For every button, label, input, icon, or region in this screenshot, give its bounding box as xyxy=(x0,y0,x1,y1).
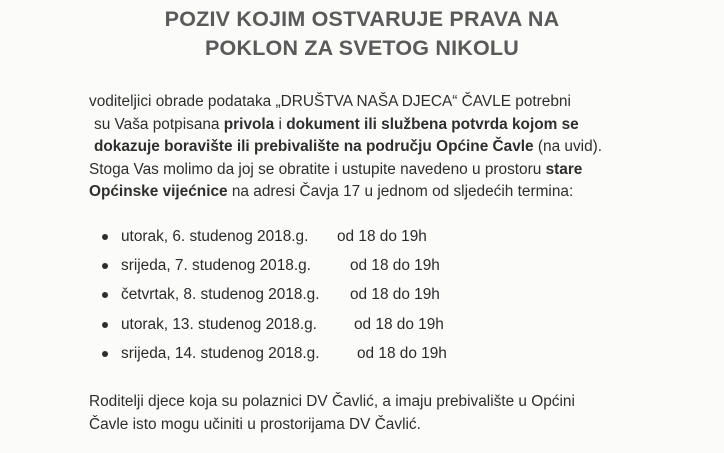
intro-line-1: voditeljici obrade podataka „DRUŠTVA NAŠA DJECA“ ČAVLE potrebni xyxy=(89,93,571,110)
residence-emphasis: dokazuje boravište ili prebivalište na području Općine Čavle xyxy=(94,138,534,155)
outro-line-2: Čavle isto mogu učiniti u prostorijama DV Čavlić. xyxy=(89,415,421,433)
location-emphasis: stare xyxy=(545,160,583,178)
location-emphasis: Općinske vijećnice xyxy=(89,183,228,200)
term-date: srijeda, 7. studenog 2018.g. xyxy=(121,257,311,274)
document-emphasis: dokument ili službena potvrda kojom se xyxy=(286,115,579,133)
intro-text: na adresi Čavja 17 u jednom od sljedećih termina: xyxy=(227,183,574,200)
intro-text: i xyxy=(274,115,287,133)
term-time: od 18 do 19h xyxy=(350,257,440,274)
intro-line-5 xyxy=(89,181,689,204)
term-date: utorak, 13. studenog 2018.g. xyxy=(121,316,317,333)
term-time: od 18 do 19h xyxy=(337,228,427,245)
term-time: od 18 do 19h xyxy=(354,316,444,333)
title-line-2: POKLON ZA SVETOG NIKOLU xyxy=(205,36,519,60)
term-date: utorak, 6. studenog 2018.g. xyxy=(121,228,309,245)
bullet-icon xyxy=(102,351,108,357)
intro-line-4 xyxy=(89,159,689,182)
page-title xyxy=(0,5,724,63)
intro-text: Stoga Vas molimo da joj se obratite i ustupite navedeno u prostoru xyxy=(89,160,546,178)
term-date: četvrtak, 8. studenog 2018.g. xyxy=(121,286,320,303)
term-time: od 18 do 19h xyxy=(350,286,440,303)
intro-line-2 xyxy=(89,114,689,137)
outro-line-1: Roditelji djece koja su polaznici DV Čavlić, a imaju prebivalište u Općini xyxy=(89,393,575,410)
term-time: od 18 do 19h xyxy=(357,345,447,362)
intro-paragraph xyxy=(89,91,689,204)
closing-paragraph xyxy=(89,391,689,436)
title-line-1: POZIV KOJIM OSTVARUJE PRAVA NA xyxy=(164,7,560,31)
bullet-icon xyxy=(102,322,108,328)
intro-text: (na uvid). xyxy=(533,138,603,155)
term-date: srijeda, 14. studenog 2018.g. xyxy=(121,345,320,362)
intro-text: su Vaša potpisana xyxy=(94,115,224,133)
consent-emphasis: privola xyxy=(223,115,275,133)
bullet-icon xyxy=(102,292,108,298)
bullet-icon xyxy=(102,234,108,240)
intro-line-3 xyxy=(89,136,689,159)
bullet-icon xyxy=(102,263,108,269)
